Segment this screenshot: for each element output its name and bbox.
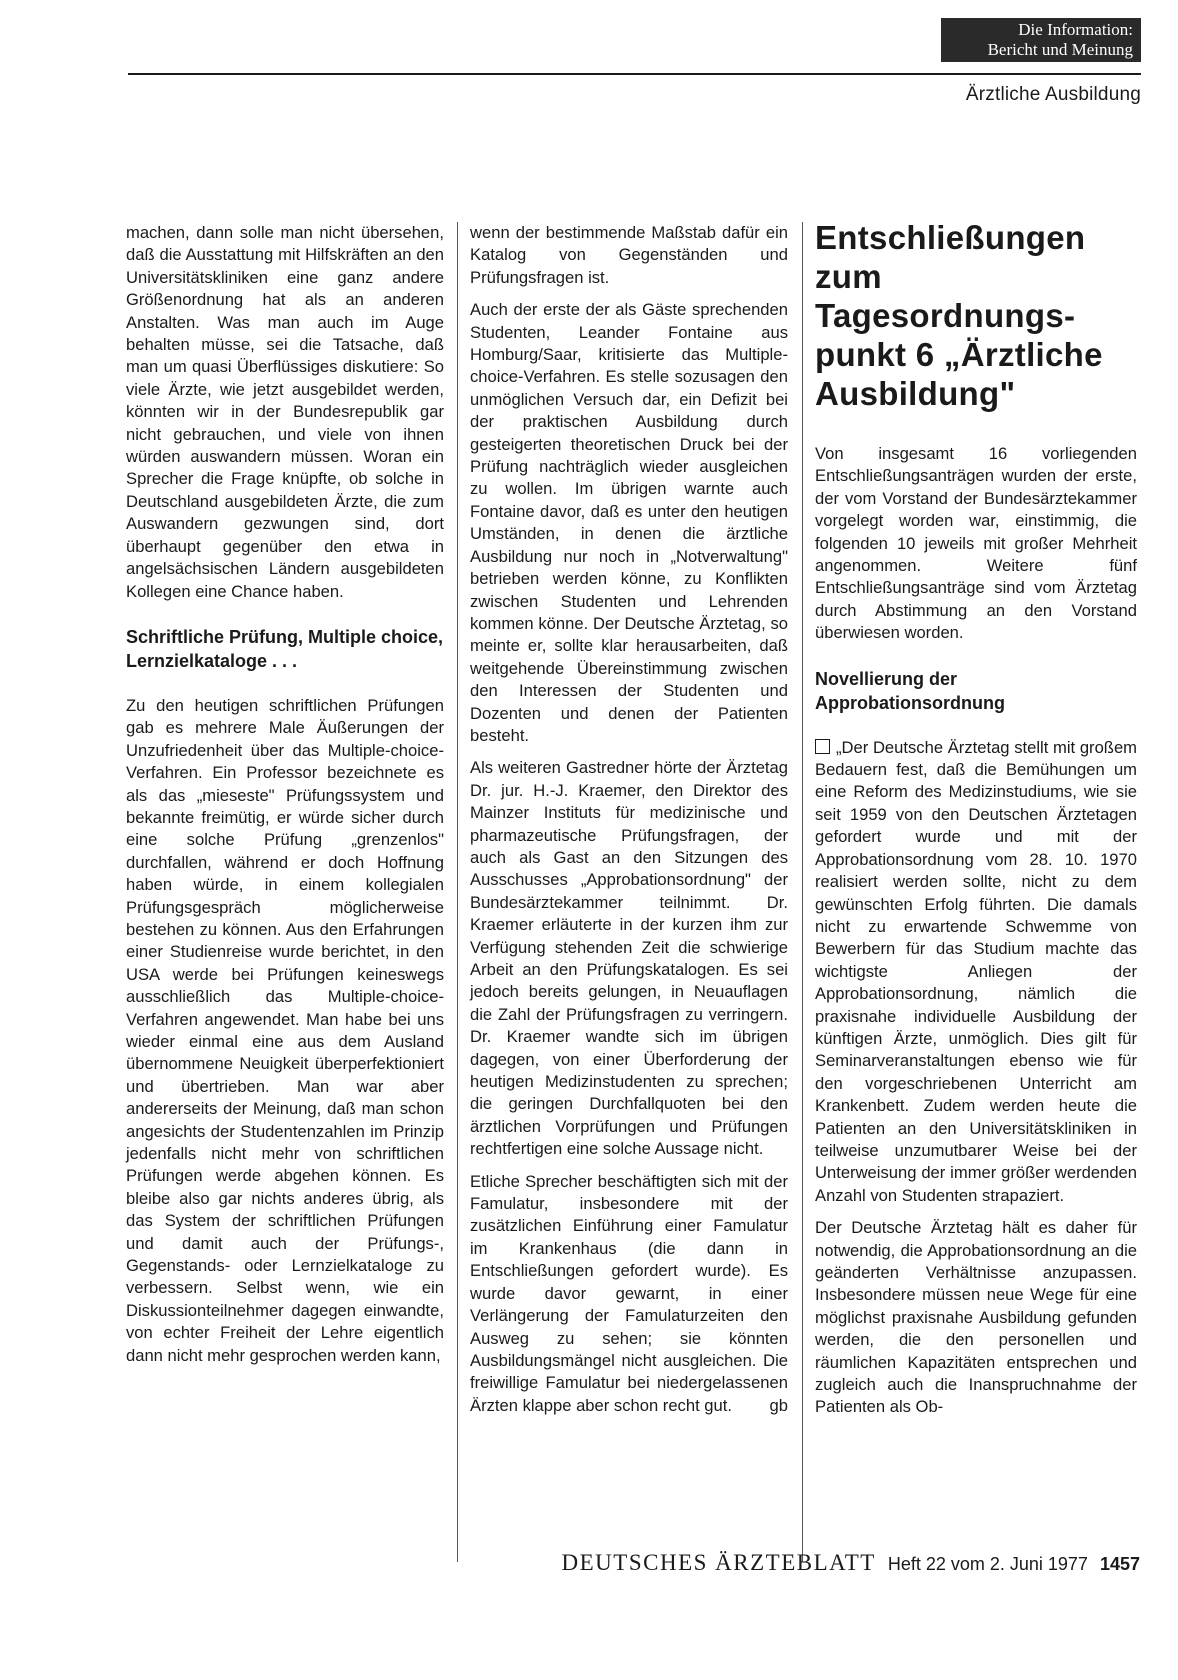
col3-paragraph-2	[815, 737, 1137, 1208]
col3-paragraph-3: Der Deutsche Ärztetag hält es daher für notwendig, die Approbationsordnung an die geänderten Verhältnisse anzupassen. Insbesondere müssen neue Wege für eine möglichst praxisnahe Ausbildung gefunden werden, die den personellen und räumlichen Kapazitäten entsprechen und zugleich auch die Inanspruchnahme der Patienten als Ob-	[815, 1218, 1137, 1417]
author-initials: gb	[769, 1395, 788, 1415]
col1-paragraph-1: machen, dann solle man nicht übersehen, daß die Ausstattung mit Hilfskräften an den Universitätskliniken eine ganz andere Größenordnung hat als an anderen Anstalten. Was man auch im Auge behalten müsse, sei die Tatsache, daß man um quasi Überflüssiges diskutiere: So viele Ärzte, wie jetzt ausgebildet werden, könnten wir in der Bundesrepublik gar nicht gebrauchen, und viele von ihnen würden auswandern müssen. Woran ein Sprecher die Frage knüpfte, ob solche in Deutschland ausgebildeten Ärzte, die zum Auswandern gezwungen sind, dort überhaupt gegenüber den etwa in angelsächsischen Ländern ausgebildeten Kollegen eine Chance haben.	[126, 223, 444, 601]
footer-issue: Heft 22 vom 2. Juni 1977	[887, 1554, 1088, 1574]
col2-paragraph-3: Als weiteren Gastredner hörte der Ärztetag Dr. jur. H.-J. Kraemer, den Direktor des Mainzer Instituts für medizinische und pharmazeutische Prüfungsfragen, der auch als Gast an den Sitzungen des Ausschusses „Approbationsordnung" der Bundesärztekammer teilnimmt. Dr. Kraemer erläuterte in der kurzen ihm zur Verfügung stehenden Zeit die schwierige Arbeit an den Prüfungskatalogen. Es sei jedoch bereits gelungen, in Neuauflagen die Zahl der Prüfungsfragen zu verringern. Dr. Kraemer wandte sich im übrigen dagegen, von einer Überforderung der heutigen Medizinstudenten zu sprechen; die geringen Durchfallquoten bei den ärztlichen Vorprüfungen und Prüfungen rechtfertigen eine solche Aussage nicht.	[470, 758, 788, 1159]
column-divider-2	[802, 222, 803, 1562]
section-badge	[941, 18, 1141, 62]
column-2	[470, 222, 788, 1427]
column-divider-1	[457, 222, 458, 1562]
col2-paragraph-4	[470, 1171, 788, 1417]
header-rule	[128, 73, 1141, 75]
checkbox-icon	[815, 739, 830, 754]
col3-paragraph-1: Von insgesamt 16 vorliegenden Entschließungsanträgen wurden der erste, der vom Vorstand der Bundesärztekammer vorgelegt worden war, einstimmig, die folgenden 10 jeweils mit großer Mehrheit angenommen. Weitere fünf Entschließungsanträge sind vom Ärztetag durch Abstimmung an den Vorstand überwiesen worden.	[815, 444, 1137, 643]
page-footer	[562, 1550, 1140, 1576]
col1-subheading: Schriftliche Prüfung, Multiple choice, Lernzielkataloge . . .	[126, 626, 444, 671]
col3-paragraph-2-text: „Der Deutsche Ärztetag stellt mit großem Bedauern fest, daß die Bemühungen um eine Reform des Medizinstudiums, wie sie seit 1959 von den Deutschen Ärztetagen gefordert wurde und mit der Approbationsordnung vom 28. 10. 1970 realisiert werden sollte, nicht zu dem gewünschten Erfolg führten. Die damals nicht zu erwartende Schwemme von Bewerbern für das Studium machte das wichtigste Anliegen der Approbationsordnung, nämlich die praxisnahe individuelle Ausbildung der künftigen Ärzte, unmöglich. Dies gilt für Seminarveranstaltungen ebenso wie für den vorgeschriebenen Unterricht am Krankenbett. Zudem werden heute die Patienten an den Universitätskliniken in teilweise unzumutbarer Weise bei der Unterweisung der immer größer werdenden Anzahl von Studenten strapaziert.	[815, 737, 1137, 1205]
badge-line-2: Bericht und Meinung	[987, 40, 1133, 59]
col2-paragraph-2: Auch der erste der als Gäste sprechenden Studenten, Leander Fontaine aus Homburg/Saar, kritisierte das Multiple-choice-Verfahren. Es stelle sozusagen den unmöglichen Versuch dar, ein Defizit bei der praktischen Ausbildung durch gesteigerten theoretischen Druck bei der Prüfung nachträglich wieder ausgleichen zu wollen. Im übrigen warnte auch Fontaine davor, daß es unter den heutigen Umständen, in denen die ärztliche Ausbildung nur noch in „Notverwaltung" betrieben werden könne, zu Konflikten zwischen Studenten und Lehrenden kommen könne. Der Deutsche Ärztetag, so meinte er, sollte klar herausarbeiten, daß weitgehende Übereinstimmung zwischen den Interessen der Studenten und Dozenten und denen der Patienten besteht.	[470, 300, 788, 745]
col2-paragraph-4-text: Etliche Sprecher beschäftigten sich mit der Famulatur, insbesondere mit der zusätzlichen Einführung einer Famulatur im Krankenhaus (die dann in Entschließungen gefordert wurde). Es wurde davor gewarnt, in einer Verlängerung der Famulaturzeiten den Ausweg zu sehen; sie könnten Ausbildungsmängel nicht ausgleichen. Die freiwillige Famulatur bei niedergelassenen Ärzten klappe aber schon recht gut.	[470, 1171, 788, 1415]
page-number: 1457	[1099, 1554, 1140, 1574]
badge-line-1: Die Information:	[1018, 20, 1133, 39]
footer-masthead: DEUTSCHES ÄRZTEBLATT	[561, 1550, 876, 1575]
col1-paragraph-2: Zu den heutigen schriftlichen Prüfungen gab es mehrere Male Äußerungen der Unzufriedenheit über das Multiple-choice-Verfahren. Ein Professor bezeichnete es als das „mieseste" Prüfungssystem und bekannte freimütig, er würde sicher durch eine solche Prüfung „grenzenlos" durchfallen, während er doch Hoffnung haben würde, in einem kollegialen Prüfungsgespräch möglicherweise bestehen zu können. Aus den Erfahrungen einer Studienreise wurde berichtet, in den USA werde bei Prüfungen keineswegs ausschließlich das Multiple-choice-Verfahren angewendet. Man habe bei uns wieder einmal eine aus dem Ausland übernommene Neuigkeit überperfektioniert und übertrieben. Man war aber andererseits der Meinung, daß man schon angesichts der Studentenzahlen im Prinzip jedenfalls nicht mehr von schriftlichen Prüfungen werde abgehen können. Es bleibe also gar nichts anderes übrig, als das System der schriftlichen Prüfungen und damit auch der Prüfungs-, Gegenstands- oder Lernzielkataloge zu verbessern. Selbst wenn, wie ein Diskussionteilnehmer dagegen einwandte, von echter Freiheit der Lehre eigentlich dann nicht mehr gesprochen werden kann,	[126, 695, 444, 1365]
column-1	[126, 222, 444, 1377]
column-3	[815, 219, 1137, 1429]
article-headline: Entschließungen zum Tagesordnungs-punkt 6 „Ärztliche Ausbildung"	[815, 219, 1103, 412]
col3-subheading: Novellierung der Approbationsordnung	[815, 668, 1005, 713]
section-label: Ärztliche Ausbildung	[965, 84, 1141, 105]
col2-paragraph-1: wenn der bestimmende Maßstab dafür ein Katalog von Gegenständen und Prüfungsfragen ist.	[470, 223, 788, 287]
